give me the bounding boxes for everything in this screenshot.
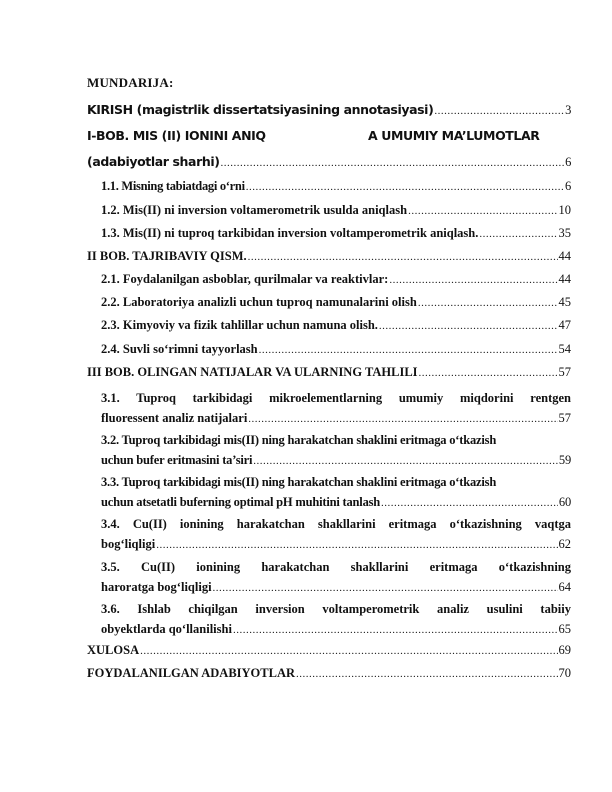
toc-entry-chapter-3[interactable] (87, 362, 571, 383)
toc-title: MUNDARIJA: (87, 75, 174, 90)
toc-page-number: 54 (558, 342, 571, 356)
dot-leader (379, 316, 558, 336)
toc-entry-2-3[interactable] (101, 315, 571, 336)
toc-entry-text-line2: uchun atsetatli buferning optimal pH muhitini tanlash (101, 495, 381, 509)
toc-page-number: 65 (558, 622, 571, 636)
toc-page-number: 57 (558, 411, 571, 425)
toc-entry-text-line1: 3.1. Tuproq tarkibidagi mikroelementlarning umumiy miqdorini rentgen (101, 391, 571, 405)
toc-page-number: 44 (558, 272, 571, 286)
toc-entry-3-3[interactable] (101, 472, 571, 513)
toc-page-number: 10 (558, 203, 571, 217)
toc-entry-text-line2: bog‘liqligi (101, 537, 156, 551)
toc-entry-text-line2: (adabiyotlar sharhi) (87, 154, 220, 169)
toc-entry-text-line1: 3.5. Cu(II) ionining harakatchan shakllarini eritmaga o‘tkazishning (101, 560, 571, 574)
toc-entry-text-line2: haroratga bog‘liqligi (101, 580, 212, 594)
toc-entry-text: 1.2. Mis(II) ni inversion voltamerometrik usulda aniqlash (101, 203, 408, 217)
toc-entry-text-line2: fluoressent analiz natijalari (101, 411, 248, 425)
toc-entry-chapter-2[interactable] (87, 246, 571, 267)
toc-page-number: 60 (558, 495, 571, 509)
toc-entry-text-line1: 3.6. Ishlab chiqilgan inversion voltamperometrik analiz usulini tabiiy (101, 602, 571, 616)
toc-entry-3-1[interactable] (101, 388, 571, 429)
toc-entry-text-line1-cont: A UMUMIY MA’LUMOTLAR (368, 128, 540, 143)
toc-entry-text: KIRISH (magistrlik dissertatsiyasining annotasiyasi) (87, 102, 434, 117)
toc-entry-3-2[interactable] (101, 430, 571, 471)
dot-leader (389, 270, 557, 290)
toc-page-number: 57 (558, 365, 571, 379)
toc-entry-text: 2.1. Foydalanilgan asboblar, qurilmalar va reaktivlar: (101, 272, 389, 286)
toc-entry-2-1[interactable] (101, 269, 571, 290)
dot-leader (296, 664, 557, 684)
toc-entry-text-line2: obyektlarda qo‘llanilishi (101, 622, 232, 636)
dot-leader (479, 224, 557, 244)
toc-page-number: 35 (558, 226, 571, 240)
toc-entry-2-2[interactable] (101, 292, 571, 313)
dot-leader (246, 177, 564, 197)
toc-entry-text: 2.2. Laboratoriya analizli uchun tuproq namunalarini olish (101, 295, 417, 309)
dot-leader (381, 493, 558, 513)
toc-page-number: 6 (565, 155, 571, 169)
dot-leader (248, 409, 557, 429)
toc-entry-text: 1.1. Misning tabiatdagi o‘rni (101, 179, 245, 193)
dot-leader (434, 101, 564, 121)
toc-entry-2-4[interactable] (101, 339, 571, 360)
toc-entry-text: II BOB. TAJRIBAVIY QISM. (87, 249, 247, 263)
toc-entry-text: 2.4. Suvli so‘rimni tayyorlash (101, 342, 258, 356)
dot-leader (248, 247, 558, 267)
dot-leader (221, 153, 565, 173)
dot-leader (233, 620, 558, 640)
toc-entry-references[interactable] (87, 663, 571, 684)
toc-entry-text-line1: I-BOB. MIS (II) IONINI ANIQ (87, 128, 266, 143)
toc-page-number: 62 (558, 537, 571, 551)
toc-entry-text-line2: uchun bufer eritmasini ta’siri (101, 453, 253, 467)
toc-page-number: 70 (558, 666, 571, 680)
toc-entry-text: III BOB. OLINGAN NATIJALAR VA ULARNING TAHLILI (87, 365, 418, 379)
toc-entry-xulosa[interactable] (87, 640, 571, 661)
toc-page-number: 69 (558, 643, 571, 657)
toc-entry-text-line1: 3.3. Tuproq tarkibidagi mis(II) ning harakatchan shaklini eritmaga o‘tkazish (101, 475, 497, 489)
toc-entry-chapter-1[interactable] (87, 126, 571, 173)
dot-leader (140, 641, 557, 661)
toc-entry-text: 2.3. Kimyoviy va fizik tahlillar uchun namuna olish. (101, 318, 378, 332)
toc-entry-text: FOYDALANILGAN ADABIYOTLAR (87, 666, 296, 680)
dot-leader (213, 578, 558, 598)
toc-entry-1-3[interactable] (101, 223, 571, 244)
toc-entry-1-2[interactable] (101, 200, 571, 221)
toc-entry-3-6[interactable] (101, 599, 571, 640)
toc-entry-text-line1: 3.4. Cu(II) ionining harakatchan shakllarini eritmaga o‘tkazishning vaqtga (101, 517, 571, 531)
toc-page-number: 59 (558, 453, 571, 467)
toc-page-number: 44 (558, 249, 571, 263)
dot-leader (259, 340, 558, 360)
dot-leader (253, 451, 558, 471)
toc-entry-text-line1: 3.2. Tuproq tarkibidagi mis(II) ning harakatchan shaklini eritmaga o‘tkazish (101, 433, 497, 447)
toc-page-number: 47 (558, 318, 571, 332)
toc-entry-3-5[interactable] (101, 557, 571, 598)
dot-leader (156, 535, 557, 555)
dot-leader (418, 293, 558, 313)
dot-leader (408, 201, 557, 221)
toc-entry-1-1[interactable] (101, 176, 571, 197)
toc-entry-kirish[interactable] (87, 100, 571, 121)
toc-entry-3-4[interactable] (101, 514, 571, 555)
toc-entry-text: XULOSA (87, 643, 140, 657)
toc-page-number: 3 (565, 103, 571, 117)
toc-entry-text: 1.3. Mis(II) ni tuproq tarkibidan inversion voltamperometrik aniqlash. (101, 226, 479, 240)
toc-page-number: 45 (558, 295, 571, 309)
toc-page-number: 64 (558, 580, 571, 594)
toc-page-number: 6 (565, 179, 571, 193)
dot-leader (419, 363, 558, 383)
